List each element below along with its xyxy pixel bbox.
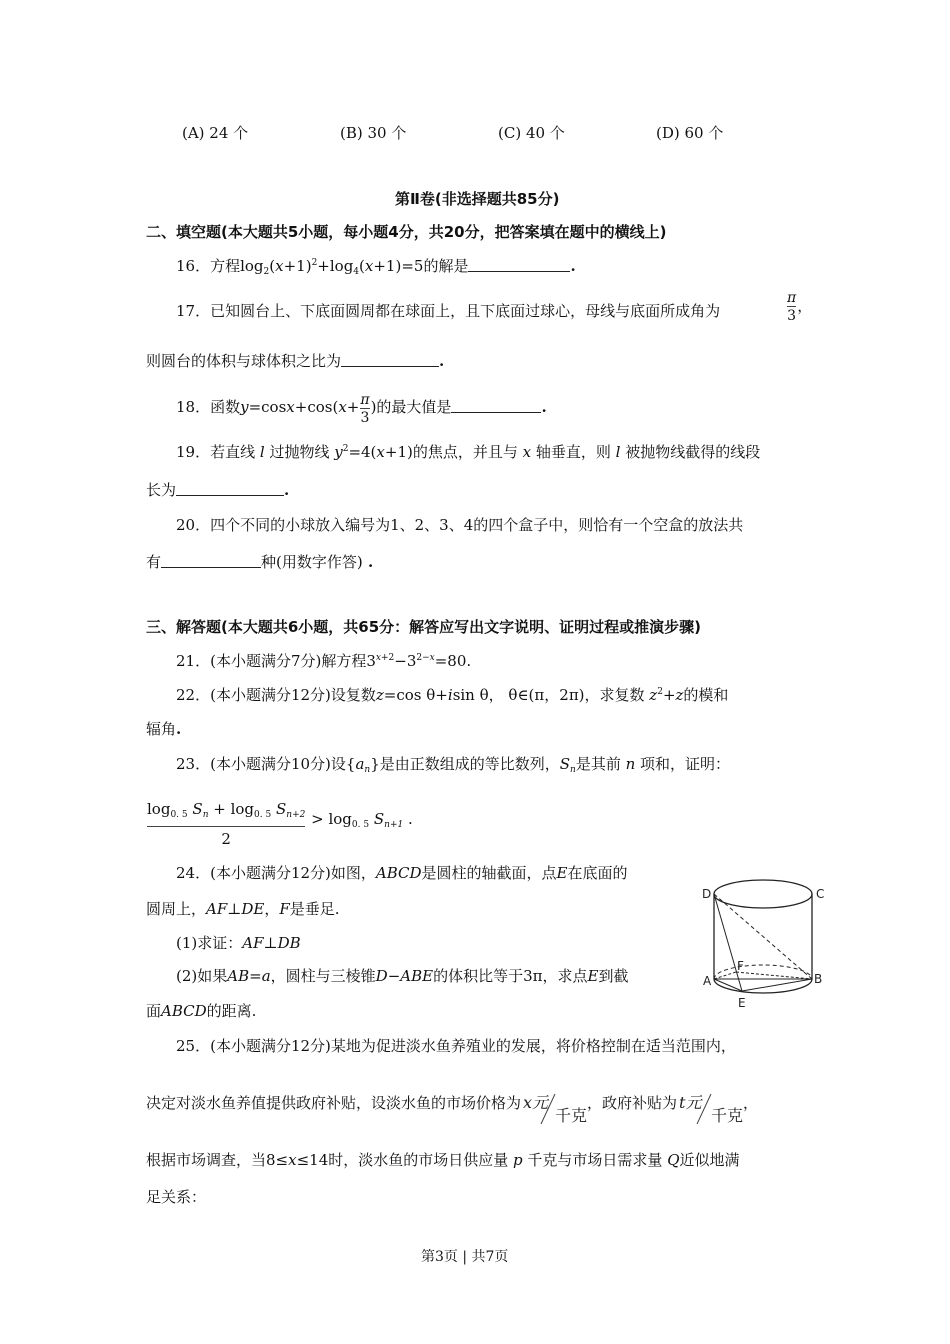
- cylinder-figure: [700, 854, 830, 1014]
- q17-frac-den: 3: [787, 308, 797, 324]
- question-24-part1: (1)求证：AF⊥DB: [176, 934, 301, 952]
- q24-mid: 是圆柱的轴截面，点: [421, 864, 557, 882]
- q25-unit-subsidy: [677, 1090, 743, 1126]
- q24-part1-text: (1)求证：: [176, 934, 243, 952]
- figure-label-b: B: [814, 972, 823, 986]
- question-24-line2: 圆周上，AF⊥DE，F是垂足.: [146, 900, 340, 918]
- q24-pre: 24．(本小题满分12分)如图，: [176, 864, 376, 882]
- option-b: (B) 30 个: [340, 124, 407, 142]
- question-20-line2: 有 种(用数字作答) .: [146, 553, 374, 571]
- q24-part2-mid: ，圆柱与三棱锥: [270, 967, 376, 985]
- q21-post: =80.: [434, 652, 472, 670]
- q19-e: 被抛物线截得的线段: [625, 443, 761, 461]
- q24-line5-post: 的距离.: [206, 1002, 257, 1020]
- q19-b: 过抛物线: [269, 443, 330, 461]
- q18-frac-num: π: [360, 392, 370, 408]
- q23-mid: 是由正数组成的等比数列，: [379, 755, 560, 773]
- figure-label-d: D: [702, 887, 712, 901]
- q18-formula: y=cosx+cos(x+: [240, 398, 360, 416]
- question-16: 16．方程$\log_2(x+1)^2+\log_4(x+1)=5$的解是 .: [176, 257, 576, 277]
- option-c: (C) 40 个: [498, 124, 565, 142]
- question-24-line1: 24．(本小题满分12分)如图，ABCD是圆柱的轴截面，点E在底面的: [176, 864, 628, 882]
- figure-label-e: E: [738, 996, 746, 1010]
- q24-line2-pre: 圆周上，: [146, 900, 207, 918]
- question-17-line2: 则圆台的体积与球体积之比为 .: [146, 352, 445, 370]
- q25-line2-pre: 决定对淡水鱼养值提供政府补贴，设淡水鱼的市场价格为: [146, 1094, 522, 1112]
- q18-frac-den: 3: [360, 410, 370, 426]
- q22-pre: 22．(本小题满分12分)设复数: [176, 686, 376, 704]
- q24-part2-mid2: 的体积比等于3π，求点: [433, 967, 588, 985]
- q22-line2-text: 辐角: [146, 720, 177, 738]
- q16-equation: $\log_2(x+1)^2+\log_4(x+1)$: [240, 257, 402, 277]
- question-19-line1: 19．若直线 l 过抛物线 $y^2=4(x+1)$的焦点，并且与 x 轴垂直，则 l 被抛物线截得的线段: [176, 443, 761, 461]
- question-24-part2: (2)如果AB=a，圆柱与三棱锥D−ABE的体积比等于3π，求点E到截: [176, 967, 629, 985]
- q25-line3-post: 近似地满: [679, 1151, 740, 1169]
- q24-post: 在底面的: [567, 864, 628, 882]
- q25-line2-post: ，: [743, 1094, 759, 1112]
- q24-part2-pre: (2)如果: [176, 967, 228, 985]
- option-d: (D) 60 个: [656, 124, 724, 142]
- q23-denominator: 2: [147, 826, 305, 850]
- question-22-line2: 辐角.: [146, 720, 182, 738]
- question-25-line2: [146, 1090, 758, 1126]
- q25-unit-price-num: x元: [523, 1093, 549, 1112]
- figure-label-f: F: [737, 959, 744, 973]
- q23-formula: $\frac{\log_{0. 5} S_n + \log_{0. 5} S_{n+2}}{2}$ > $\log_{0. 5} S_{n+1}$ .: [147, 800, 413, 848]
- q17-text: 17．已知圆台上、下底面圆周都在球面上，且下底面过球心，母线与底面所成角为: [176, 302, 721, 320]
- part2-title: 第Ⅱ卷(非选择题共85分): [395, 190, 560, 208]
- option-a: (A) 24 个: [182, 124, 249, 142]
- question-24-part2-line2: 面ABCD的距离.: [146, 1002, 257, 1020]
- q16-answer-blank: [468, 259, 570, 272]
- q21-pre: 21．(本小题满分7分)解方程: [176, 652, 367, 670]
- question-17-line1: [176, 300, 720, 321]
- question-21: [176, 650, 471, 671]
- question-18: 18．函数y=cosx+cos(x+ $\frac{\pi}{3}$ )的最大值是 .: [176, 392, 547, 426]
- q18-post: 的最大值是: [376, 398, 452, 416]
- q24-part2-post: 到截: [598, 967, 629, 985]
- question-25-line4: 足关系：: [146, 1188, 207, 1206]
- question-23-line1: 23．(本小题满分10分)设$\{a_n\}$是由正数组成的等比数列，$S_n$是其前 n 项和，证明：: [176, 755, 731, 775]
- q19-d: 轴垂直，则: [535, 443, 611, 461]
- q17-fraction: [786, 290, 812, 324]
- figure-label-c: C: [816, 887, 825, 901]
- q19-a: 19．若直线: [176, 443, 256, 461]
- q24-line2-post: 是垂足.: [289, 900, 340, 918]
- q25-line3-pre: 根据市场调查，当8≤: [146, 1151, 289, 1169]
- q23-mid2: 是其前: [575, 755, 621, 773]
- question-19-line2: 长为 .: [146, 481, 290, 499]
- q17-frac-num: π: [787, 290, 797, 306]
- q17-comma: ，: [797, 297, 813, 315]
- q25-line3-mid2: 千克与市场日需求量: [527, 1151, 663, 1169]
- q16-tail: =5的解是: [401, 257, 469, 275]
- q21-equation: $3^{x+2}-3^{2-x}$: [366, 652, 435, 670]
- q24-line5-pre: 面: [146, 1002, 162, 1020]
- q23-post: 项和，证明：: [640, 755, 731, 773]
- q18-answer-blank: [451, 400, 541, 413]
- q19-c: 的焦点，并且与: [412, 443, 518, 461]
- q20-answer-blank: [161, 555, 261, 568]
- section3-heading: 三、解答题(本大题共6小题，共65分：解答应写出文字说明、证明过程或推演步骤): [146, 618, 702, 636]
- page-footer: 第3页 | 共7页: [421, 1249, 509, 1265]
- q23-pre: 23．(本小题满分10分)设: [176, 755, 346, 773]
- q18-pre: 18．函数: [176, 398, 241, 416]
- q25-unit-subsidy-num: t元: [679, 1093, 702, 1112]
- q16-number: 16．方程: [176, 257, 241, 275]
- q25-line2-mid: ，政府补贴为: [587, 1094, 678, 1112]
- q25-unit-price-den: 千克: [555, 1106, 588, 1125]
- figure-label-a: A: [703, 974, 712, 988]
- q17-text2: 则圆台的体积与球体积之比为: [146, 352, 342, 370]
- q19-line2-text: 长为: [146, 481, 177, 499]
- q20-post: 种(用数字作答): [261, 553, 363, 571]
- question-25-line3: 根据市场调查，当8≤x≤14时，淡水鱼的市场日供应量 p 千克与市场日需求量 Q近似地满: [146, 1151, 740, 1169]
- question-22-line1: 22．(本小题满分12分)设复数z=cos θ+isin θ， θ∈(π，2π)，求复数 $z^2+z$的模和: [176, 686, 729, 704]
- q25-line3-mid: ≤14时，淡水鱼的市场日供应量: [296, 1151, 509, 1169]
- q22-mid: ， θ∈(π，2π)，求复数: [488, 686, 645, 704]
- q25-unit-subsidy-den: 千克: [711, 1106, 744, 1125]
- q23-numerator: $\log_{0. 5} S_n + \log_{0. 5} S_{n+2}$: [147, 800, 306, 820]
- question-25-line1: 25．(本小题满分12分)某地为促进淡水鱼养殖业的发展，将价格控制在适当范围内，: [176, 1037, 736, 1055]
- q17-answer-blank: [341, 354, 439, 367]
- q19-answer-blank: [176, 483, 284, 496]
- q22-post: 的模和: [683, 686, 729, 704]
- q20-pre: 有: [146, 553, 162, 571]
- q25-unit-price: [521, 1090, 587, 1126]
- question-20-line1: 20．四个不同的小球放入编号为1、2、3、4的四个盒子中，则恰有一个空盒的放法共: [176, 516, 744, 534]
- section2-heading: 二、填空题(本大题共5小题，每小题4分，共20分，把答案填在题中的横线上): [146, 223, 667, 241]
